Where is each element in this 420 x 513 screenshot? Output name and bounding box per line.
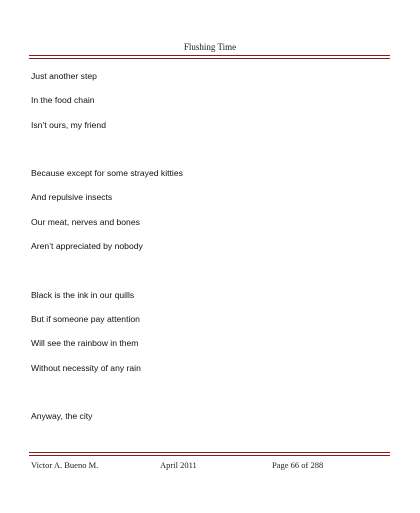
poem-line: Black is the ink in our quills: [31, 289, 135, 300]
poem-line: Just another step: [31, 71, 97, 81]
footer-page-number: Page 66 of 288: [272, 460, 324, 470]
running-header-title: Flushing Time: [183, 42, 237, 52]
footer-rule-thick: [29, 452, 390, 453]
poem-line: Aren’t appreciated by nobody: [31, 241, 143, 252]
poem-body: [31, 70, 391, 434]
poem-line: Anyway, the city: [31, 411, 93, 422]
poem-line: Isn’t ours, my friend: [31, 119, 106, 130]
poem-line: Will see the rainbow in them: [31, 338, 139, 349]
poem-line: Our meat, nerves and bones: [31, 216, 140, 227]
stanza-break: [31, 143, 391, 155]
footer-rule-thin: [29, 455, 390, 456]
poem-line: But if someone pay attention: [31, 313, 140, 324]
footer-date: April 2011: [160, 460, 197, 470]
stanza-break: [31, 264, 391, 276]
poem-line: In the food chain: [31, 95, 95, 106]
poem-line: And repulsive insects: [31, 192, 113, 203]
header-rule-thick: [29, 55, 390, 56]
footer-author: Victor A. Bueno M.: [31, 460, 99, 470]
header-rule-thin: [29, 58, 390, 59]
stanza-break: [31, 386, 391, 398]
poem-line: Because except for some strayed kitties: [31, 168, 183, 179]
poem-line: Without necessity of any rain: [31, 362, 141, 373]
